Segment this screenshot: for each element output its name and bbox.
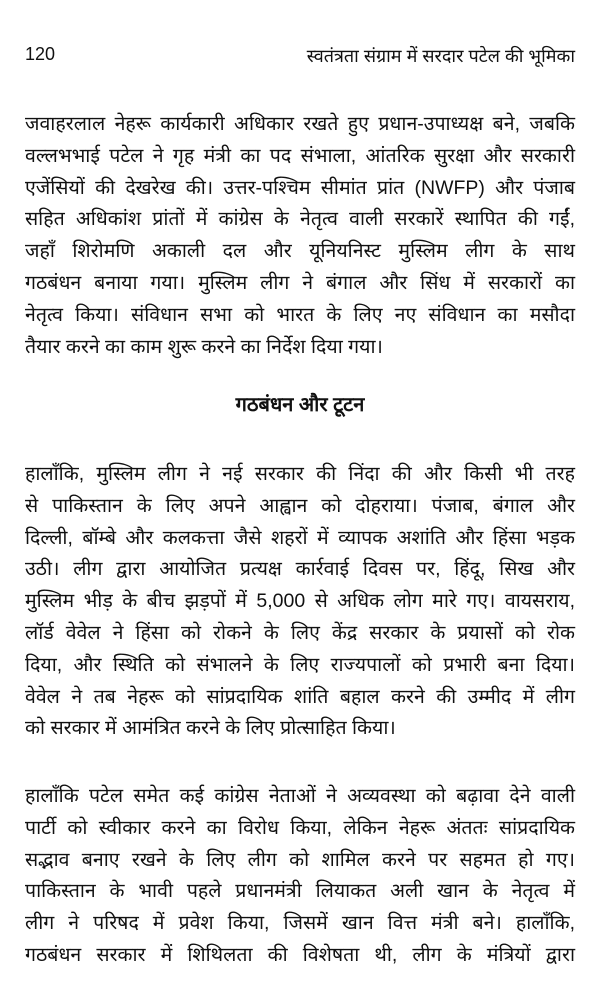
text-line: सहित अधिकांश प्रांतों में कांग्रेस के नेतृत्व वाली सरकारें स्थापित की गईं, <box>25 208 575 231</box>
text-line: लॉर्ड वेवेल ने हिंसा को रोकने के लिए केंद्र सरकार के प्रयासों को रोक <box>25 622 575 644</box>
text-line: से पाकिस्तान के लिए अपने आह्वान को दोहराया। पंजाब, बंगाल और <box>25 494 575 517</box>
text-line: जवाहरलाल नेहरू कार्यकारी अधिकार रखते हुए प्रधान-उपाध्यक्ष बने, जबकि <box>25 113 575 135</box>
text-line: हालाँकि, मुस्लिम लीग ने नई सरकार की निंदा की और किसी भी तरह <box>25 463 575 485</box>
text-line: हालाँकि पटेल समेत कई कांग्रेस नेताओं ने अव्यवस्था को बढ़ावा देने वाली <box>25 785 575 807</box>
text-line: सद्भाव बनाए रखने के लिए लीग को शामिल करने पर सहमत हो गए। <box>25 848 575 871</box>
text-line: नेतृत्व किया। संविधान सभा को भारत के लिए नए संविधान का मसौदा <box>25 303 575 326</box>
text-line: मुस्लिम भीड़ के बीच झड़पों में 5,000 से अधिक लोग मारे गए। वायसराय, <box>25 590 575 613</box>
running-title: स्वतंत्रता संग्राम में सरदार पटेल की भूमिका <box>306 46 575 66</box>
text-line: लीग ने परिषद में प्रवेश किया, जिसमें खान वित्त मंत्री बने। हालाँकि, <box>25 912 575 935</box>
text-line: दिया, और स्थिति को संभालने के लिए राज्यपालों को प्रभारी बना दिया। <box>25 653 575 676</box>
page-number: 120 <box>25 44 56 64</box>
text-line: पाकिस्तान के भावी पहले प्रधानमंत्री लियाकत अली खान के नेतृत्व में <box>25 880 575 903</box>
text-line: को सरकार में आमंत्रित करने के लिए प्रोत्साहित किया। <box>25 717 396 740</box>
text-line: वेवेल ने तब नेहरू को सांप्रदायिक शांति बहाल करने की उम्मीद में लीग <box>25 685 575 708</box>
text-line: एजेंसियों की देखरेख की। उत्तर-पश्चिम सीमांत प्रांत (NWFP) और पंजाब <box>25 176 575 199</box>
text-line: दिल्ली, बॉम्बे और कलकत्ता जैसे शहरों में व्यापक अशांति और हिंसा भड़क <box>25 526 575 549</box>
text-line: वल्लभभाई पटेल ने गृह मंत्री का पद संभाला, आंतरिक सुरक्षा और सरकारी <box>25 144 575 167</box>
text-line: तैयार करने का काम शुरू करने का निर्देश दिया गया। <box>25 335 383 358</box>
section-heading: गठबंधन और टूटन <box>235 394 365 416</box>
text-line: जहाँ शिरोमणि अकाली दल और यूनियनिस्ट मुस्लिम लीग के साथ <box>25 240 575 263</box>
text-line: पार्टी को स्वीकार करने का विरोध किया, लेकिन नेहरू अंततः सांप्रदायिक <box>25 816 575 839</box>
text-line: गठबंधन सरकार में शिथिलता की विशेषता थी, लीग के मंत्रियों द्वारा <box>25 944 575 966</box>
text-line: उठी। लीग द्वारा आयोजित प्रत्यक्ष कार्रवाई दिवस पर, हिंदू, सिख और <box>25 558 575 581</box>
text-line: गठबंधन बनाया गया। मुस्लिम लीग ने बंगाल और सिंध में सरकारों का <box>25 272 575 294</box>
